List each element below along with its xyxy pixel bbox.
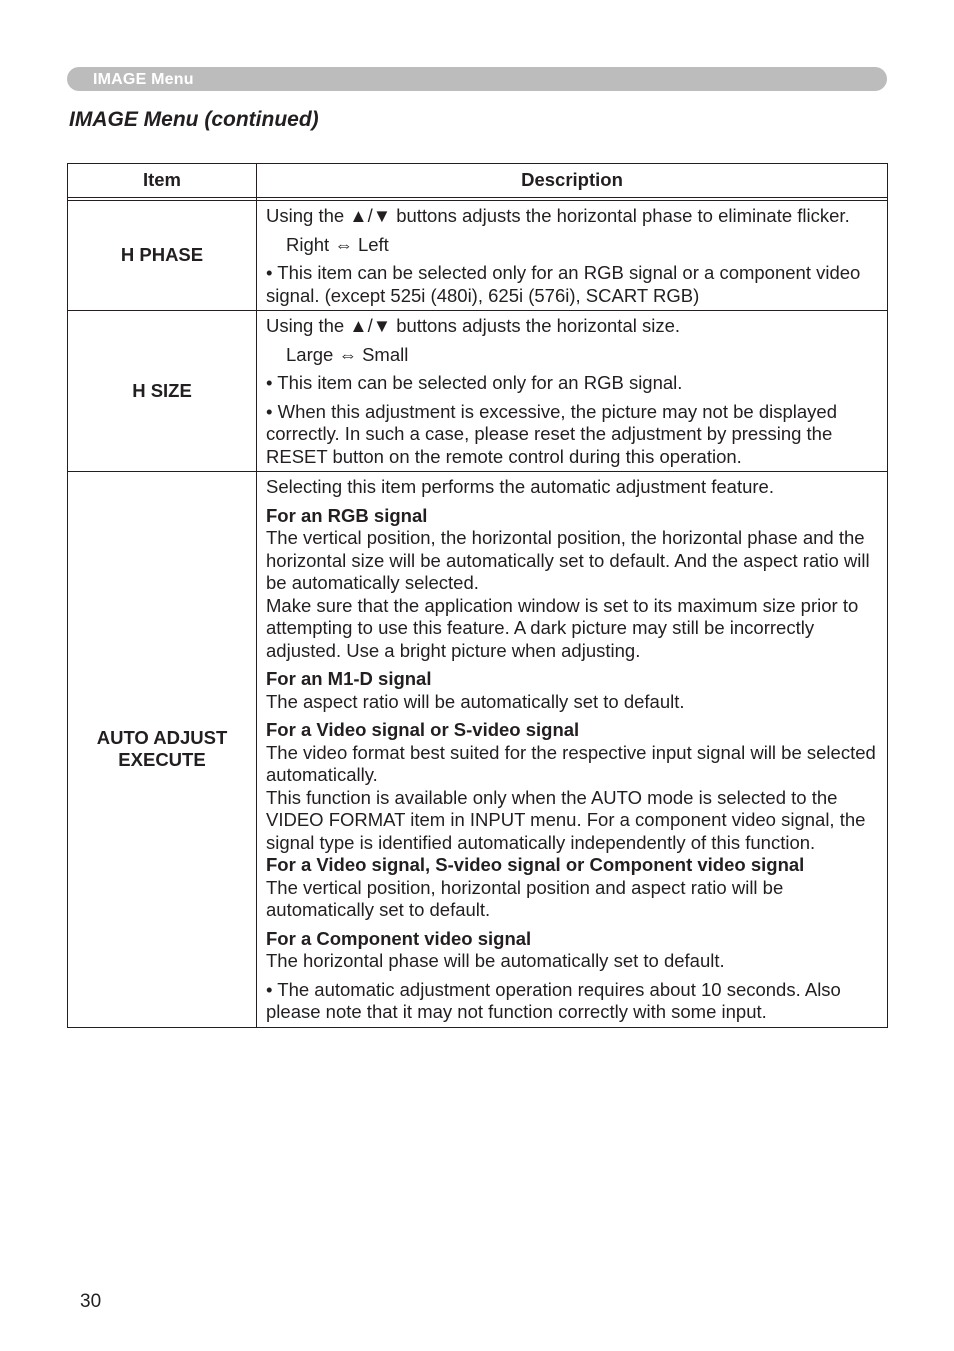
desc-text: Using the ▲/▼ buttons adjusts the horizontal size. — [266, 315, 681, 336]
subheading-video-svideo-component: For a Video signal, S-video signal or Component video signal — [266, 854, 805, 875]
menu-description-table — [67, 163, 888, 1028]
table-row-h-phase — [68, 201, 888, 311]
desc-auto-adjust-execute — [257, 472, 888, 1028]
desc-note: • The automatic adjustment operation requires about 10 seconds. Also please note that it may not function correctly with some input. — [266, 978, 841, 1022]
section-header-label: IMAGE Menu — [93, 71, 194, 88]
desc-text: The video format best suited for the respective input signal will be selected automatically. — [266, 741, 876, 785]
item-h-phase: H PHASE — [68, 201, 257, 311]
column-header-item: Item — [68, 164, 257, 198]
desc-note: • This item can be selected only for an RGB signal or a component video signal. (except 525i (480i), 625i (576i), SCART RGB) — [266, 262, 861, 306]
desc-h-phase — [257, 201, 888, 311]
desc-note: • This item can be selected only for an RGB signal. — [266, 372, 683, 393]
desc-text: Make sure that the application window is set to its maximum size prior to attempting to use this feature. A dark picture may still be incorrectly adjusted. Use a bright picture when adjusting. — [266, 594, 859, 661]
table-row-h-size — [68, 311, 888, 472]
item-label-line: EXECUTE — [118, 749, 206, 771]
subheading-rgb: For an RGB signal — [266, 504, 428, 526]
column-header-description: Description — [257, 164, 888, 198]
desc-text: Using the ▲/▼ buttons adjusts the horizontal phase to eliminate flicker. — [266, 205, 850, 226]
table-row-auto-adjust-execute — [68, 472, 888, 1028]
desc-range: Large ⇔ Small — [286, 343, 409, 365]
subheading-component: For a Component video signal — [266, 927, 532, 949]
desc-note: • When this adjustment is excessive, the picture may not be displayed correctly. In such a case, please reset the adjustment by pressing the RESET button on the remote control during this operation. — [266, 400, 838, 467]
page-title: IMAGE Menu (continued) — [69, 108, 319, 131]
desc-text: The vertical position, horizontal position and aspect ratio will be automatically set to default. — [266, 876, 784, 920]
desc-range: Right ⇔ Left — [286, 233, 389, 255]
desc-text: The aspect ratio will be automatically set to default. — [266, 690, 685, 712]
table-header-row — [68, 164, 888, 198]
desc-text: The vertical position, the horizontal position, the horizontal phase and the horizontal size will be automatically set to default. And the aspect ratio will be automatically selected. — [266, 527, 870, 593]
desc-text: Selecting this item performs the automatic adjustment feature. — [266, 476, 774, 497]
item-label-line: AUTO ADJUST — [96, 726, 228, 748]
page-number: 30 — [80, 1291, 102, 1312]
desc-text: The horizontal phase will be automatically set to default. — [266, 950, 725, 971]
subheading-video: For a Video signal or S-video signal — [266, 719, 580, 740]
desc-text: This function is available only when the AUTO mode is selected to the VIDEO FORMAT item in INPUT menu. For a component video signal, the signal type is identified automatically independently of this function. — [266, 786, 866, 853]
item-h-size: H SIZE — [68, 311, 257, 472]
section-header-bar — [67, 67, 887, 91]
desc-h-size — [257, 311, 888, 472]
subheading-m1d: For an M1-D signal — [266, 668, 432, 689]
item-auto-adjust-execute — [68, 472, 257, 1028]
